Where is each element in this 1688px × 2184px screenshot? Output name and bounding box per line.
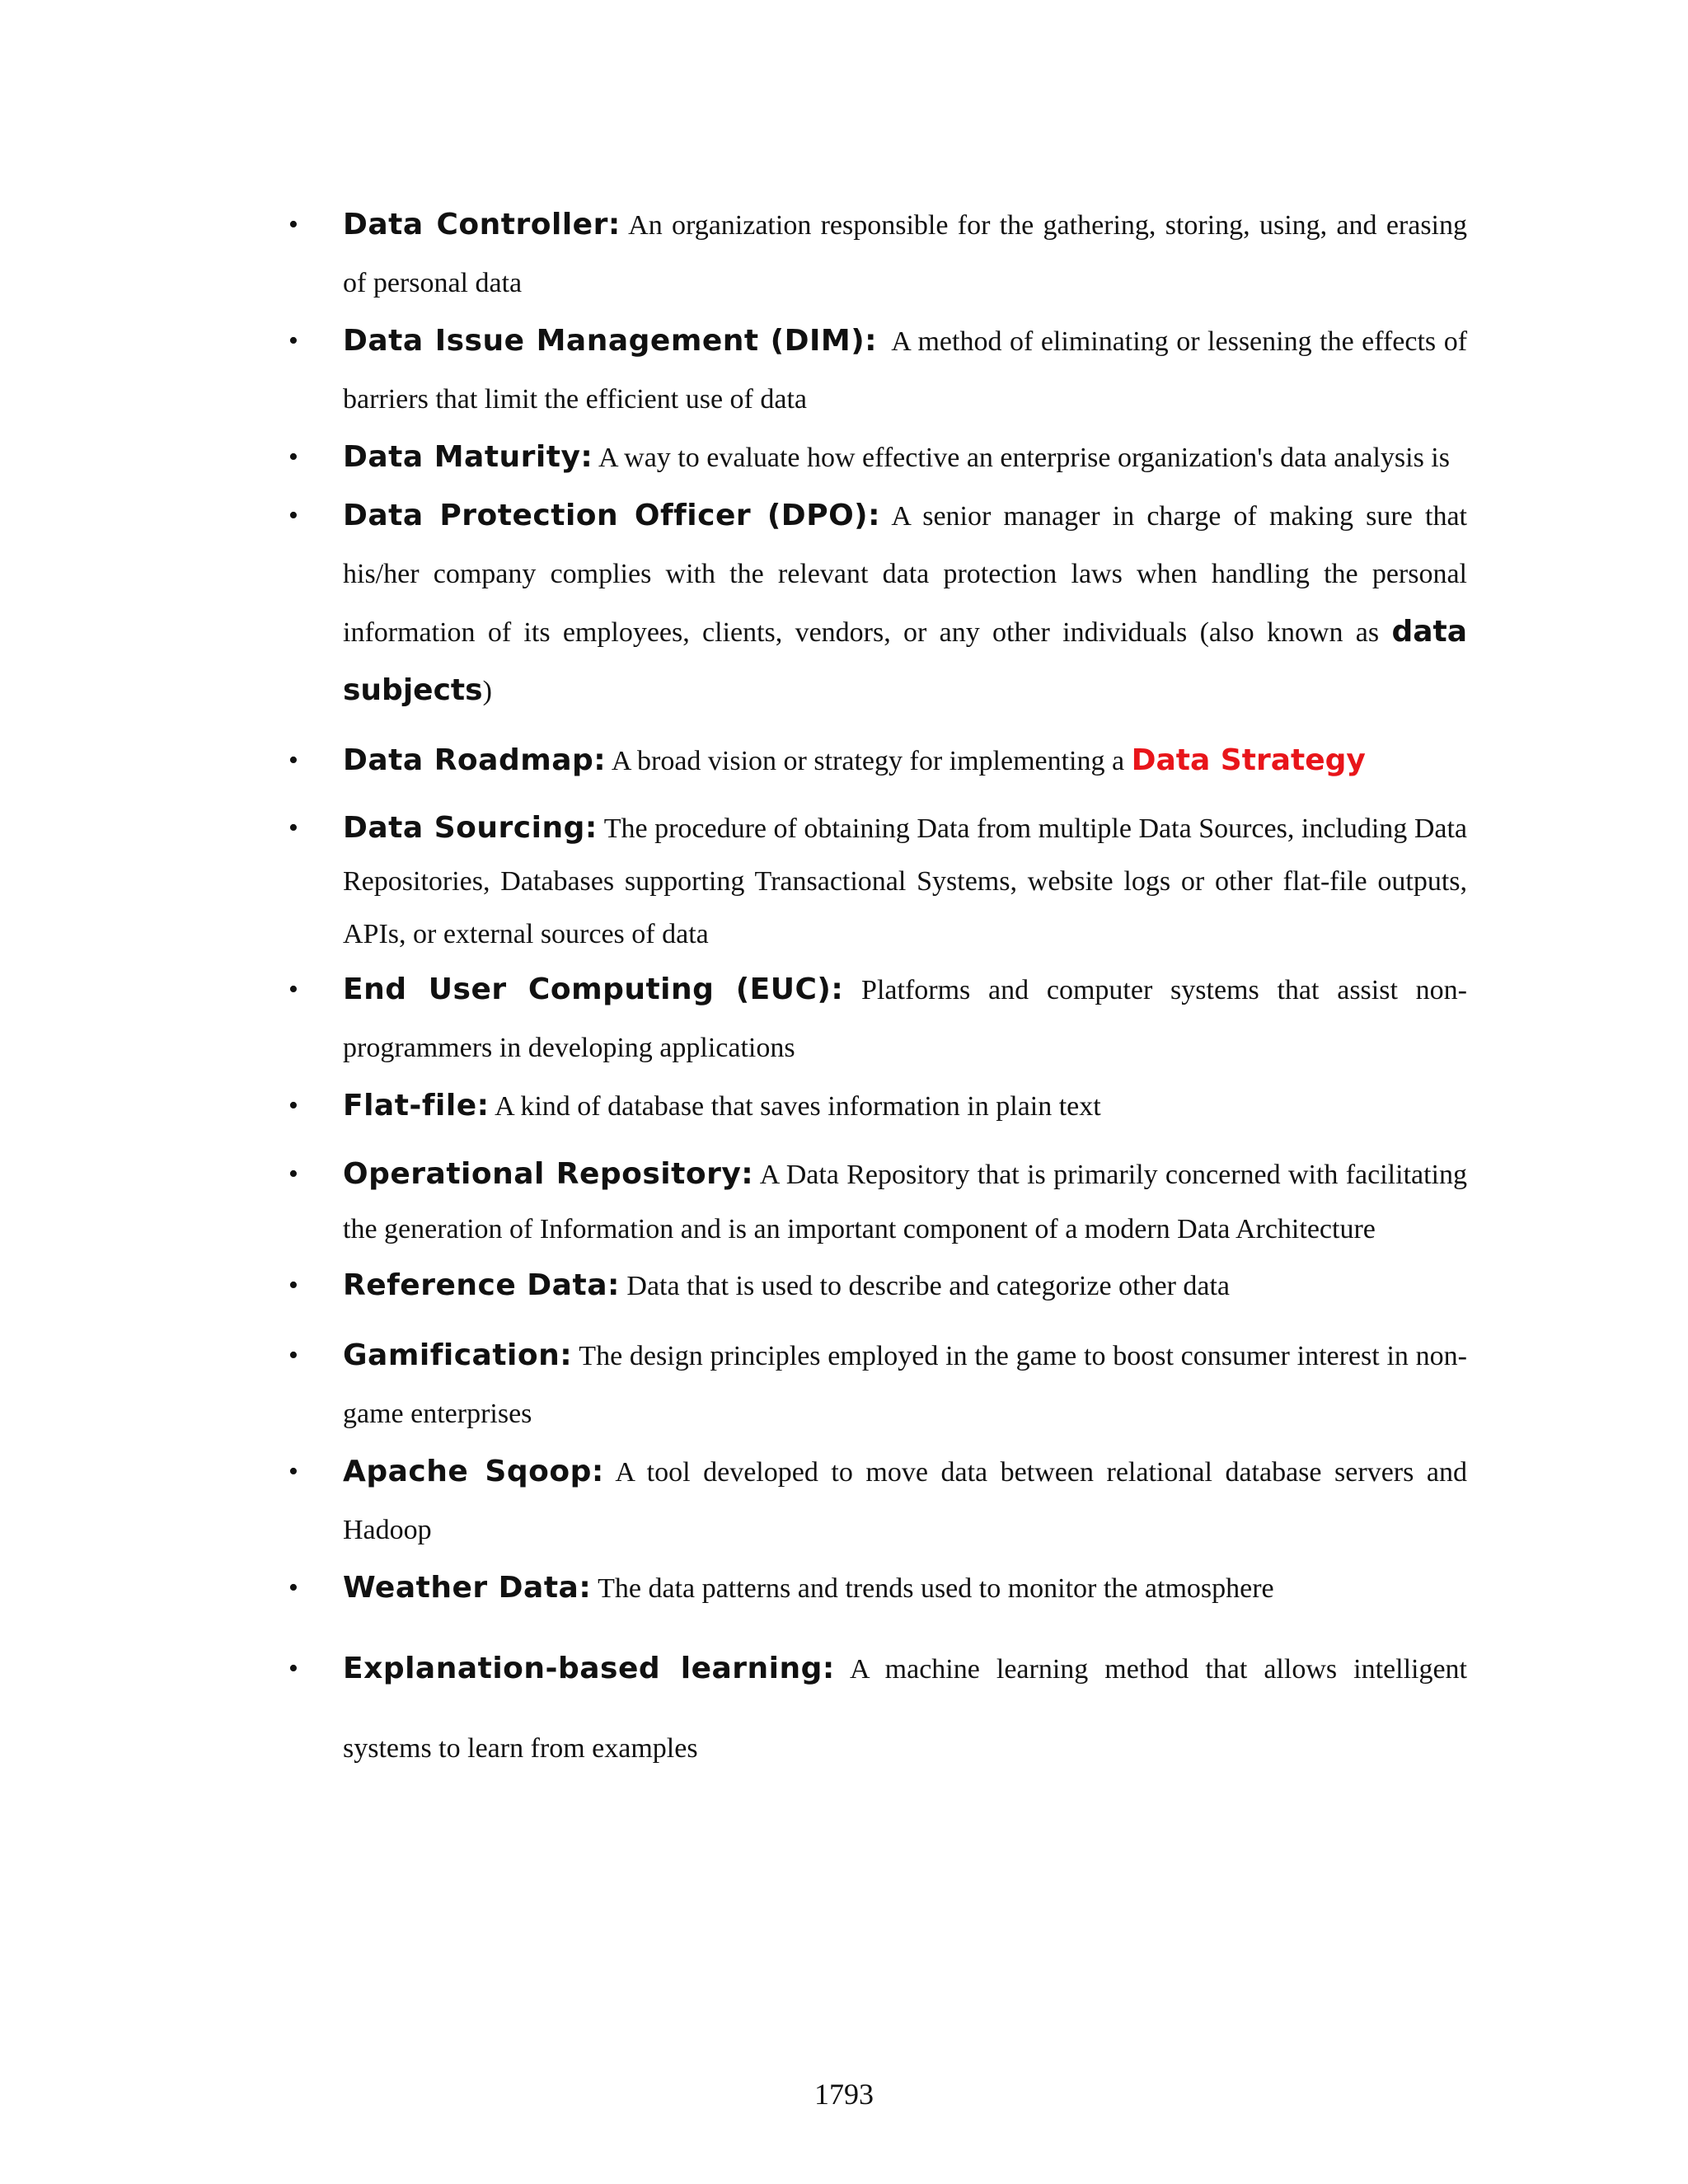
list-item-end-user-computing xyxy=(288,961,1467,1077)
bullet-icon: • xyxy=(288,974,298,1005)
definition: Platforms and computer systems that assist non-programmers in developing applications xyxy=(343,975,1467,1063)
term: Reference Data: xyxy=(343,1268,620,1302)
term: Weather Data: xyxy=(343,1571,592,1605)
glossary-list xyxy=(288,196,1467,1788)
term: Data Maturity: xyxy=(343,440,593,474)
bullet-icon: • xyxy=(288,209,298,240)
definition: A way to evaluate how effective an enterprise organization's data analysis is xyxy=(598,443,1450,473)
definition: A tool developed to move data between relational database servers and Hadoop xyxy=(343,1457,1467,1545)
term: Explanation-based learning: xyxy=(343,1652,835,1685)
term: Data Controller: xyxy=(343,208,621,241)
list-item-reference-data xyxy=(288,1257,1467,1315)
definition: The design principles employed in the game to boost consumer interest in non-game enterprises xyxy=(343,1341,1467,1429)
term: Data Sourcing: xyxy=(343,811,598,845)
term: Flat-file: xyxy=(343,1089,490,1122)
list-item-apache-sqoop xyxy=(288,1443,1467,1559)
term: Apache Sqoop: xyxy=(343,1455,604,1488)
definition: The procedure of obtaining Data from multiple Data Sources, including Data Repositories, Databases supporting Transactional Systems, website logs or other flat-file outputs, APIs, or external sources of data xyxy=(343,813,1468,949)
list-item-data-issue-management xyxy=(288,312,1467,429)
definition: A kind of database that saves information in plain text xyxy=(495,1091,1101,1122)
definition: A machine learning method that allows intelligent systems to learn from examples xyxy=(343,1654,1468,1764)
bullet-icon: • xyxy=(288,1090,298,1121)
bullet-icon: • xyxy=(288,442,298,472)
definition: A method of eliminating or lessening the effects of barriers that limit the efficient use of data xyxy=(343,326,1468,415)
list-item-gamification xyxy=(288,1327,1467,1443)
term: Data Issue Management (DIM): xyxy=(343,324,878,358)
bullet-icon: • xyxy=(288,1270,298,1301)
term: Operational Repository: xyxy=(343,1157,754,1191)
bullet-icon: • xyxy=(288,1572,298,1603)
bullet-icon: • xyxy=(288,500,298,531)
data-strategy-link[interactable]: Data Strategy xyxy=(1131,743,1366,777)
page-number: 1793 xyxy=(814,2078,874,2111)
list-item-data-roadmap xyxy=(288,732,1467,790)
term: Gamification: xyxy=(343,1338,573,1372)
list-item-explanation-based-learning xyxy=(288,1629,1467,1788)
bullet-icon: • xyxy=(288,1340,298,1371)
list-item-data-protection-officer xyxy=(288,487,1467,720)
definition: A senior manager in charge of making sure that his/her company complies with the relevant data protection laws when handling the personal information of its employees, clients, vendors, or any other individuals (also known as xyxy=(343,501,1467,648)
list-item-operational-repository xyxy=(288,1147,1467,1257)
definition: A broad vision or strategy for implementing a xyxy=(611,746,1125,776)
definition: Data that is used to describe and categorize other data xyxy=(626,1271,1231,1301)
definition: An organization responsible for the gathering, storing, using, and erasing of personal data xyxy=(343,210,1467,298)
term: Data Roadmap: xyxy=(343,743,607,777)
list-item-flat-file xyxy=(288,1077,1467,1136)
bold-phrase: data subjects xyxy=(343,615,1468,707)
bullet-icon: • xyxy=(288,745,298,776)
definition: A Data Repository that is primarily concerned with facilitating the generation of Information and is an important component of a modern Data Architecture xyxy=(343,1160,1467,1244)
bullet-icon: • xyxy=(288,326,298,356)
list-item-data-maturity xyxy=(288,429,1467,487)
definition-tail: ) xyxy=(482,676,492,706)
term: Data Protection Officer (DPO): xyxy=(343,499,881,532)
bullet-icon: • xyxy=(288,813,298,843)
term: End User Computing (EUC): xyxy=(343,972,844,1006)
list-item-weather-data xyxy=(288,1559,1467,1618)
definition: The data patterns and trends used to monitor the atmosphere xyxy=(598,1573,1274,1604)
bullet-icon: • xyxy=(288,1653,298,1684)
bullet-icon: • xyxy=(288,1159,298,1189)
list-item-data-sourcing xyxy=(288,802,1467,961)
list-item-data-controller xyxy=(288,196,1467,312)
bullet-icon: • xyxy=(288,1456,298,1487)
